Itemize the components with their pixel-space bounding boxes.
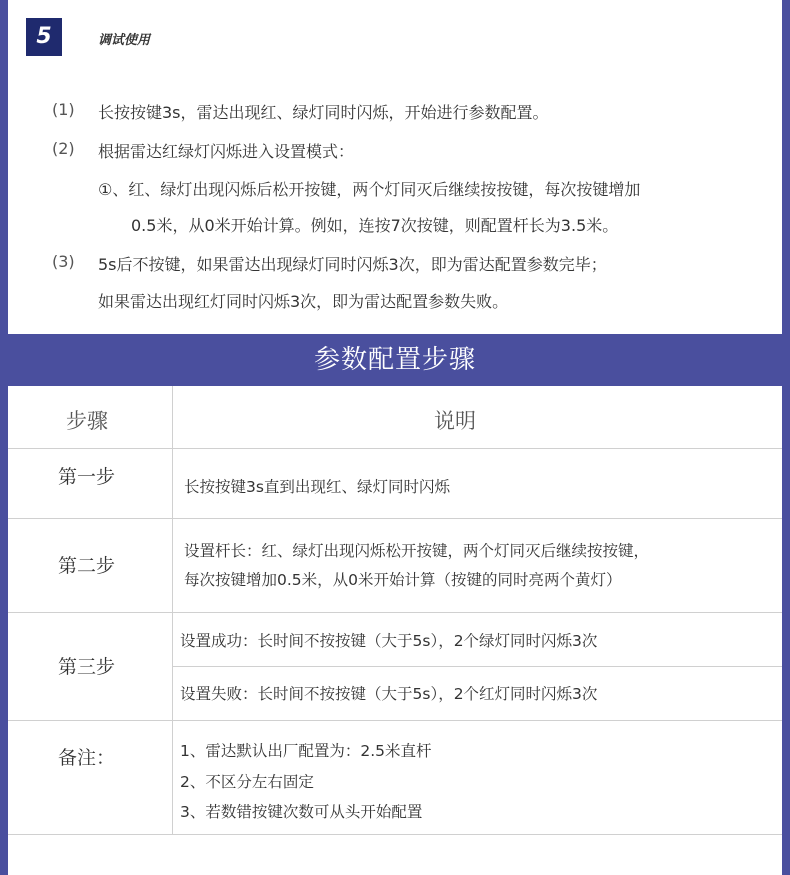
row-divider-3: [8, 720, 782, 721]
instruction-3-text: 5s后不按键，如果雷达出现绿灯同时闪烁3次，即为雷达配置参数完毕；: [98, 255, 607, 274]
instruction-3-line-2: 如果雷达出现红灯同时闪烁3次，即为雷达配置参数失败。: [98, 292, 509, 311]
step-2-description-line-1: 设置杆长：红、绿灯出现闪烁松开按键，两个灯同灭后继续按按键，: [184, 542, 650, 560]
step-3-success-text: 设置成功：长时间不按按键（大于5s），2个绿灯同时闪烁3次: [180, 632, 598, 650]
instruction-1-number: (1): [52, 100, 75, 119]
steps-table: [8, 386, 782, 875]
section-number-badge: 5: [26, 18, 62, 56]
row-3-inner-divider: [172, 666, 782, 667]
column-header-step: 步骤: [66, 409, 108, 433]
table-bottom-border: [8, 834, 782, 835]
step-2-description-line-2: 每次按键增加0.5米，从0米开始计算（按键的同时亮两个黄灯）: [184, 571, 622, 589]
instruction-2-sub-line-2: 0.5米，从0米开始计算。例如，连按7次按键，则配置杆长为3.5米。: [131, 216, 619, 235]
note-2: 2、不区分左右固定: [180, 773, 314, 791]
column-header-description: 说明: [434, 409, 476, 433]
row-divider-1: [8, 518, 782, 519]
instruction-1-text: 长按按键3s，雷达出现红、绿灯同时闪烁，开始进行参数配置。: [98, 103, 549, 122]
table-title: 参数配置步骤: [313, 345, 476, 375]
section-title: 调试使用: [98, 33, 151, 48]
step-3-label: 第三步: [58, 656, 116, 678]
instructions-panel: [8, 0, 782, 334]
step-2-label: 第二步: [58, 555, 116, 577]
note-1: 1、雷达默认出厂配置为：2.5米直杆: [180, 742, 432, 760]
step-1-label: 第一步: [58, 466, 116, 488]
step-3-failure-text: 设置失败：长时间不按按键（大于5s），2个红灯同时闪烁3次: [180, 685, 598, 703]
note-3: 3、若数错按键次数可从头开始配置: [180, 803, 423, 821]
row-divider-2: [8, 612, 782, 613]
step-1-description: 长按按键3s直到出现红、绿灯同时闪烁: [184, 478, 450, 496]
notes-label: 备注：: [58, 747, 116, 769]
instruction-2-sub-line-1: ①、红、绿灯出现闪烁后松开按键，两个灯同灭后继续按按键，每次按键增加: [98, 180, 641, 199]
column-divider: [172, 386, 173, 834]
table-header-divider: [8, 448, 782, 449]
instruction-3-number: (3): [52, 252, 75, 271]
instruction-2-text: 根据雷达红绿灯闪烁进入设置模式：: [98, 142, 355, 161]
instruction-2-number: (2): [52, 139, 75, 158]
